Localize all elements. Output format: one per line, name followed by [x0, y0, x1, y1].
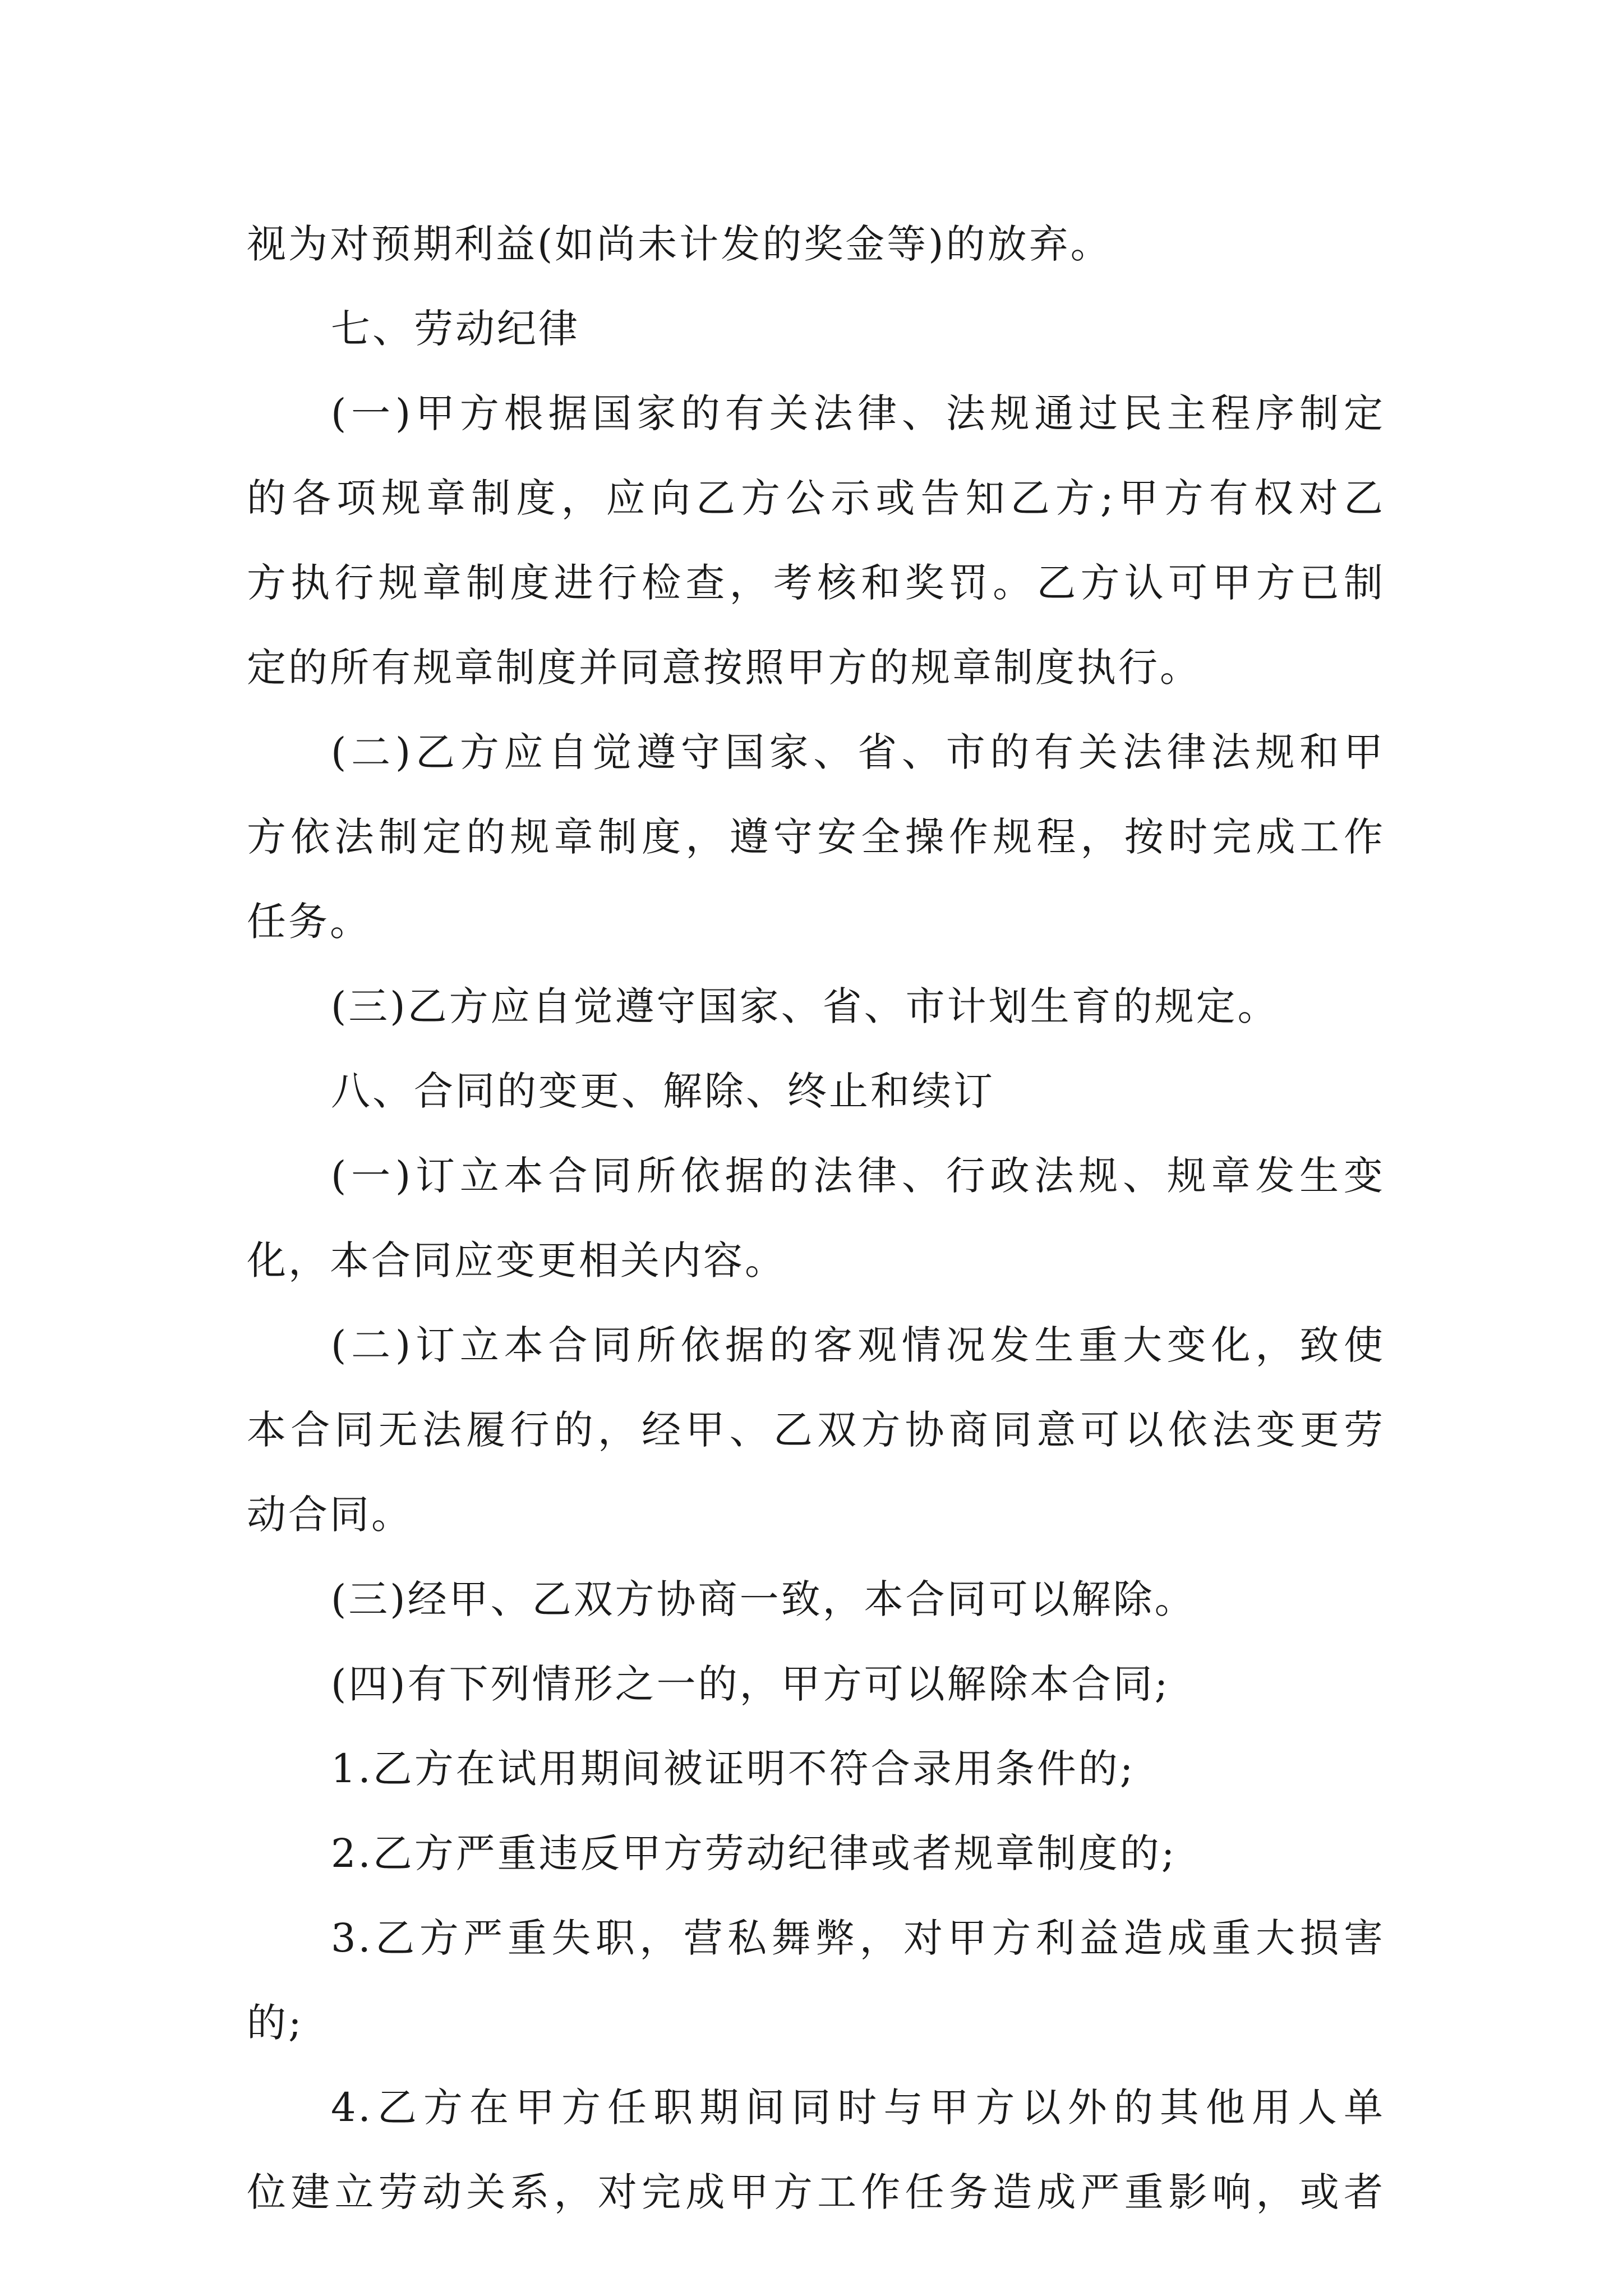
text-line: 化，本合同应变更相关内容。 — [247, 1237, 786, 1283]
text-line: 定的所有规章制度并同意按照甲方的规章制度执行。 — [247, 645, 1201, 691]
text-line: 动合同。 — [247, 1492, 413, 1538]
section-heading-labor-discipline: 七、劳动纪律 — [331, 306, 580, 352]
text-line: 的; — [247, 2000, 304, 2046]
text-line: 方依法制定的规章制度，遵守安全操作规程，按时完成工作 — [247, 814, 1385, 860]
text-line: 位建立劳动关系，对完成甲方工作任务造成严重影响，或者 — [247, 2169, 1385, 2215]
text-line: 的各项规章制度，应向乙方公示或告知乙方;甲方有权对乙 — [247, 475, 1385, 521]
list-item: 3.乙方严重失职，营私舞弊，对甲方利益造成重大损害 — [331, 1915, 1385, 1961]
text-line: (二)乙方应自觉遵守国家、省、市的有关法律法规和甲 — [331, 729, 1385, 775]
text-line: (四)有下列情形之一的，甲方可以解除本合同; — [331, 1661, 1170, 1707]
text-line: 任务。 — [247, 899, 371, 945]
text-line: (二)订立本合同所依据的客观情况发生重大变化，致使 — [331, 1322, 1385, 1368]
text-line: 视为对预期利益(如尚未计发的奖金等)的放弃。 — [247, 221, 1112, 267]
list-item: 2.乙方严重违反甲方劳动纪律或者规章制度的; — [331, 1830, 1177, 1876]
text-line: 方执行规章制度进行检查，考核和奖罚。乙方认可甲方已制 — [247, 560, 1385, 606]
text-line: (三)乙方应自觉遵守国家、省、市计划生育的规定。 — [331, 983, 1279, 1029]
text-line: (一)订立本合同所依据的法律、行政法规、规章发生变 — [331, 1153, 1385, 1199]
contract-body — [247, 202, 1385, 2235]
text-line: (一)甲方根据国家的有关法律、法规通过民主程序制定 — [331, 390, 1385, 436]
text-line: 本合同无法履行的，经甲、乙双方协商同意可以依法变更劳 — [247, 1407, 1385, 1453]
text-line: (三)经甲、乙双方协商一致，本合同可以解除。 — [331, 1576, 1196, 1622]
list-item: 1.乙方在试用期间被证明不符合录用条件的; — [331, 1746, 1136, 1792]
section-heading-contract-changes: 八、合同的变更、解除、终止和续订 — [331, 1068, 995, 1114]
list-item: 4.乙方在甲方任职期间同时与甲方以外的其他用人单 — [331, 2085, 1385, 2131]
